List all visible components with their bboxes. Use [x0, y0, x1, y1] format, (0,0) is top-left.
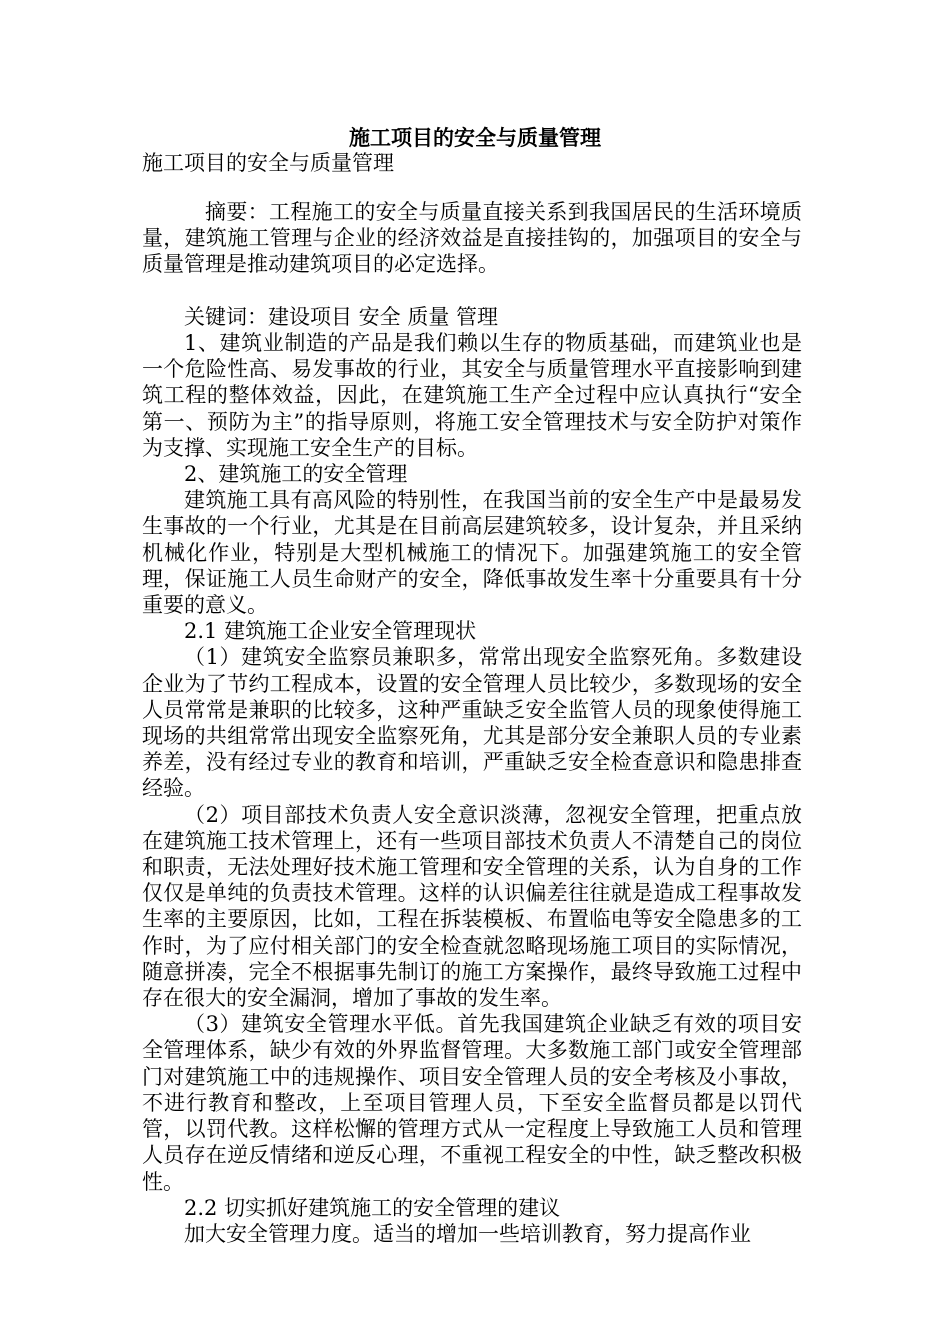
blank-line [142, 278, 802, 304]
document-title: 施工项目的安全与质量管理 [349, 125, 601, 150]
document-body [142, 199, 802, 1247]
body-paragraph: （1）建筑安全监察员兼职多，常常出现安全监察死角。多数建设企业为了节约工程成本，设置的安全管理人员比较少，多数现场的安全人员常常是兼职的比较多，这种严重缺乏安全监管人员的现象使得施工现场的共组常常出现安全监察死角，尤其是部分安全兼职人员的专业素养差，没有经过专业的教育和培训，严重缺乏安全检查意识和隐患排查经验。 [142, 645, 802, 801]
document-subtitle: 施工项目的安全与质量管理 [142, 151, 394, 175]
body-paragraph: 1、建筑业制造的产品是我们赖以生存的物质基础，而建筑业也是一个危险性高、易发事故的行业，其安全与质量管理水平直接影响到建筑工程的整体效益，因此，在建筑施工生产全过程中应认真执行“安全第一、预防为主”的指导原则，将施工安全管理技术与安全防护对策作为支撑、实现施工安全生产的目标。 [142, 331, 802, 460]
keywords-line: 关键词：建设项目 安全 质量 管理 [184, 304, 499, 329]
body-paragraph: （3）建筑安全管理水平低。首先我国建筑企业缺乏有效的项目安全管理体系，缺少有效的外界监督管理。大多数施工部门或安全管理部门对建筑施工中的违规操作、项目安全管理人员的安全考核及小事故，不进行教育和整改，上至项目管理人员，下至安全监督员都是以罚代管，以罚代教。这样松懈的管理方式从一定程度上导致施工人员和管理人员存在逆反情绪和逆反心理，不重视工程安全的中性，缺乏整改积极性。 [142, 1012, 802, 1194]
body-paragraph: （2）项目部技术负责人安全意识淡薄，忽视安全管理，把重点放在建筑施工技术管理上，还有一些项目部技术负责人不清楚自己的岗位和职责，无法处理好技术施工管理和安全管理的关系，认为自身的工作仅仅是单纯的负责技术管理。这样的认识偏差往往就是造成工程事故发生率的主要原因，比如，工程在拆装模板、布置临电等安全隐患多的工作时，为了应付相关部门的安全检查就忽略现场施工项目的实际情况，随意拼凑，完全不根据事先制订的施工方案操作，最终导致施工过程中存在很大的安全漏洞，增加了事故的发生率。 [142, 802, 802, 1011]
section-heading: 2、建筑施工的安全管理 [184, 462, 408, 487]
body-paragraph: 建筑施工具有高风险的特别性，在我国当前的安全生产中是最易发生事故的一个行业，尤其是在目前高层建筑较多，设计复杂，并且采纳机械化作业，特别是大型机械施工的情况下。加强建筑施工的安全管理，保证施工人员生命财产的安全，降低事故发生率十分重要具有十分重要的意义。 [142, 488, 802, 618]
abstract-paragraph: 摘要：工程施工的安全与质量直接关系到我国居民的生活环境质量，建筑施工管理与企业的经济效益是直接挂钩的，加强项目的安全与质量管理是推动建筑项目的必定选择。 [142, 200, 802, 277]
section-heading: 2.2 切实抓好建筑施工的安全管理的建议 [184, 1195, 561, 1220]
section-heading: 2.1 建筑施工企业安全管理现状 [184, 619, 477, 644]
body-paragraph: 加大安全管理力度。适当的增加一些培训教育，努力提高作业 [184, 1221, 751, 1246]
